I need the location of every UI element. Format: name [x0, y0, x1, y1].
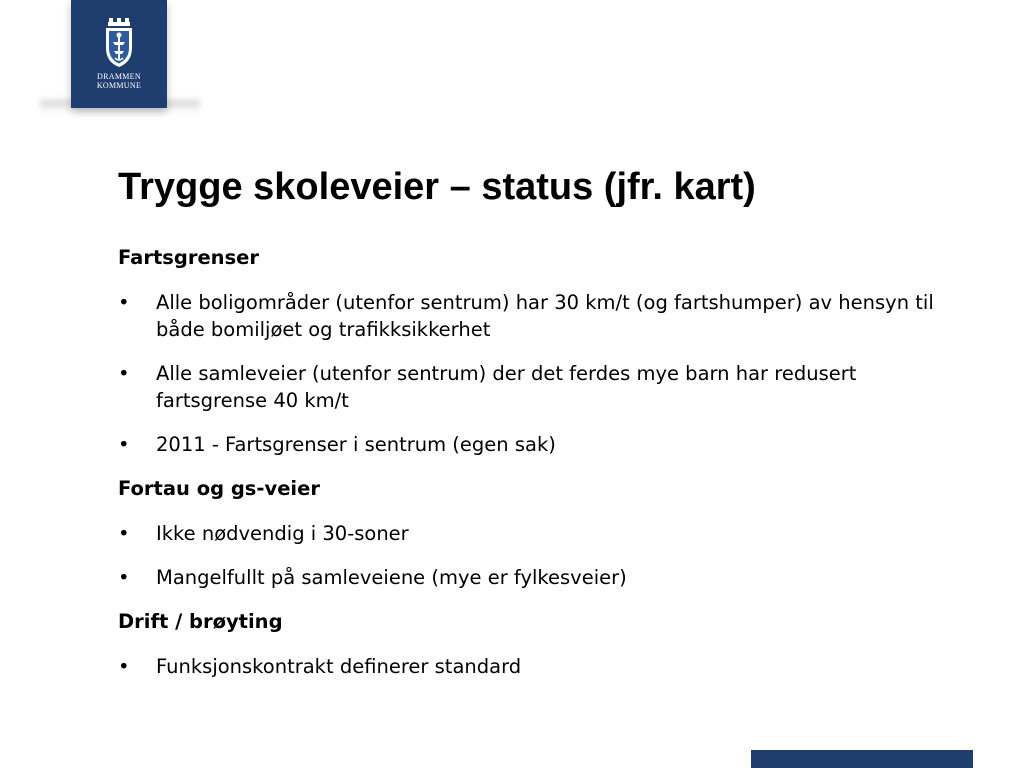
section-fortau: [118, 475, 958, 591]
bullet-icon: •: [118, 566, 130, 589]
section-heading: Fartsgrenser: [118, 246, 260, 269]
coat-of-arms-icon: [103, 18, 135, 68]
bullet-icon: •: [118, 362, 130, 385]
logo-text-line2: KOMMUNE: [96, 81, 142, 90]
bullet-item: [118, 520, 958, 547]
slide-title: Trygge skoleveier – status (jfr. kart): [118, 166, 756, 208]
bullet-item: [118, 360, 958, 414]
bullet-icon: •: [118, 291, 130, 314]
section-heading: Fortau og gs-veier: [118, 477, 320, 500]
bullet-item: [118, 564, 958, 591]
bullet-item: [118, 431, 958, 458]
bullet-icon: •: [118, 433, 130, 456]
bullet-text: Funksjonskontrakt definerer standard: [156, 655, 522, 678]
bullet-list: [118, 289, 958, 458]
bullet-text: Alle boligområder (utenfor sentrum) har 30 km/t (og fartshumper) av hensyn til både bomiljøet og trafikksikkerhet: [156, 291, 934, 341]
bullet-text: Alle samleveier (utenfor sentrum) der det ferdes mye barn har redusert fartsgrense 40 km/t: [156, 362, 857, 412]
section-fartsgrenser: [118, 244, 958, 458]
bullet-list: [118, 520, 958, 591]
bullet-item: [118, 289, 958, 343]
footer-accent-bar: [751, 750, 973, 768]
bullet-icon: •: [118, 655, 130, 678]
logo-text-line1: DRAMMEN: [97, 72, 141, 81]
bullet-item: [118, 653, 958, 680]
bullet-text: Mangelfullt på samleveiene (mye er fylkesveier): [156, 566, 627, 589]
section-heading: Drift / brøyting: [118, 610, 283, 633]
drammen-kommune-logo: [71, 0, 167, 108]
section-drift: [118, 608, 958, 680]
bullet-list: [118, 653, 958, 680]
slide-content: [118, 244, 958, 697]
bullet-icon: •: [118, 522, 130, 545]
bullet-text: 2011 - Fartsgrenser i sentrum (egen sak): [156, 433, 556, 456]
bullet-text: Ikke nødvendig i 30-soner: [156, 522, 409, 545]
